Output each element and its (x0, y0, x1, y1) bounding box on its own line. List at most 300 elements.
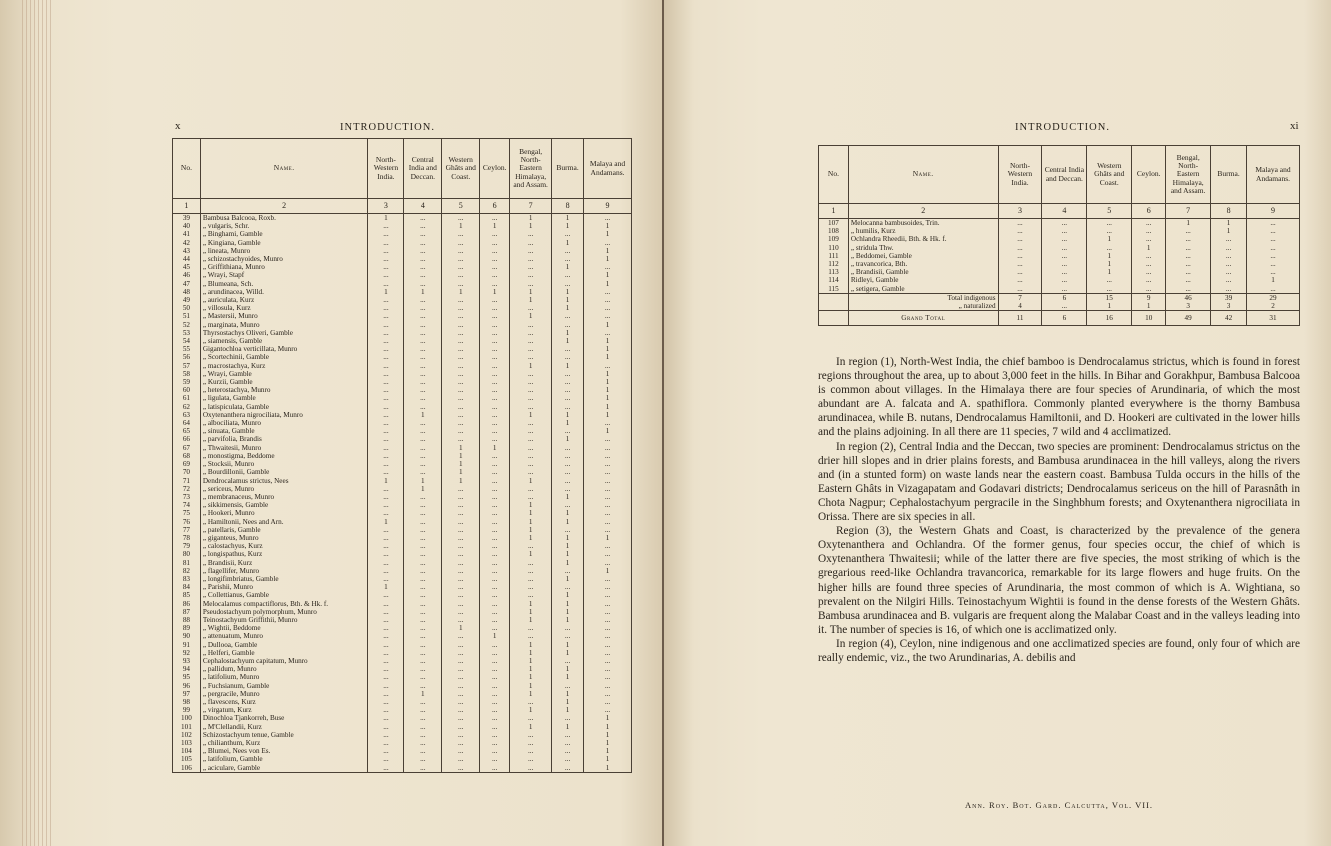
species-name: „ Kingiana, Gamble (200, 239, 368, 247)
cell: 64 (173, 419, 201, 427)
cell: 57 (173, 362, 201, 370)
table-row (173, 600, 632, 608)
cell: ... (1042, 268, 1087, 276)
cell: ... (404, 304, 442, 312)
column-index: 1 (173, 199, 201, 214)
cell: 102 (173, 731, 201, 739)
species-name: „ aciculare, Gamble (200, 764, 368, 773)
cell: ... (584, 673, 632, 681)
cell: ... (442, 386, 480, 394)
cell: 1 (552, 214, 584, 223)
cell: 1 (510, 501, 552, 509)
cell: ... (442, 296, 480, 304)
cell: ... (442, 247, 480, 255)
species-name: „ flagellifer, Munro (200, 567, 368, 575)
table-row (173, 641, 632, 649)
table-row (173, 518, 632, 526)
cell: ... (552, 632, 584, 640)
cell: ... (1166, 227, 1211, 235)
total-label: „ naturalized (848, 302, 998, 311)
cell: ... (510, 714, 552, 722)
cell: ... (404, 526, 442, 534)
cell: 1 (1087, 235, 1132, 243)
species-name: „ setigera, Gamble (848, 285, 998, 294)
cell: 83 (173, 575, 201, 583)
cell: ... (584, 550, 632, 558)
cell: ... (510, 444, 552, 452)
cell: ... (1247, 285, 1300, 294)
cell: ... (368, 255, 404, 263)
column-index: 8 (552, 199, 584, 214)
cell: ... (480, 370, 510, 378)
cell: ... (442, 632, 480, 640)
cell: 46 (173, 271, 201, 279)
cell: 50 (173, 304, 201, 312)
cell: ... (1211, 244, 1247, 252)
cell: 1 (1247, 276, 1300, 284)
table-row (819, 252, 1300, 260)
table-row (173, 239, 632, 247)
species-name: Thyrsostachys Oliveri, Gamble (200, 329, 368, 337)
table-row (819, 268, 1300, 276)
cell: ... (442, 280, 480, 288)
species-name: „ Blumei, Nees von Es. (200, 747, 368, 755)
cell: ... (510, 575, 552, 583)
table-row (173, 288, 632, 296)
cell: ... (368, 427, 404, 435)
cell: ... (404, 518, 442, 526)
cell: ... (404, 353, 442, 361)
cell: ... (368, 764, 404, 773)
species-name: „ membranaceus, Munro (200, 493, 368, 501)
cell: ... (368, 386, 404, 394)
species-name: „ latifolium, Gamble (200, 755, 368, 763)
cell: 66 (173, 435, 201, 443)
cell: ... (584, 665, 632, 673)
cell: 1 (1211, 219, 1247, 228)
grand-total-cell: 11 (998, 311, 1042, 326)
paragraph: In region (2), Central India and the Deccan, two species are prominent: Dendrocalamus strictus on the drier hill slopes and in drier plains forests, and Bambusa arundinacea in the hill valleys, along the rivers and (in a stunted form) on waste lands near the eastern coast. Bambusa Tulda occurs in the hills of the Eastern Ghâts in Vizagapatam and Godavari districts; Dendrocalamus sericeus on the hill of Parasnâth in Chota Nagpur; Cephalostachyum pergracile in the Singhbhum forests; and Oxytenanthera nigrociliata in Orissa. There are six species in all. (818, 440, 1300, 524)
species-name: Melocalamus compactiflorus, Bth. & Hk. f. (200, 600, 368, 608)
cell: ... (442, 485, 480, 493)
cell: ... (404, 657, 442, 665)
cell: ... (1132, 219, 1166, 228)
table-row (173, 567, 632, 575)
grand-total-label: Grand Total (848, 311, 998, 326)
species-name: „ longispathus, Kurz (200, 550, 368, 558)
species-name: „ virgatum, Kurz (200, 706, 368, 714)
cell: ... (510, 493, 552, 501)
cell: 1 (584, 731, 632, 739)
cell: ... (1166, 235, 1211, 243)
cell: ... (368, 296, 404, 304)
cell: ... (368, 632, 404, 640)
cell: ... (368, 714, 404, 722)
cell: ... (552, 247, 584, 255)
cell: ... (552, 477, 584, 485)
cell: ... (1211, 235, 1247, 243)
species-name: „ sericeus, Munro (200, 485, 368, 493)
table-row (173, 559, 632, 567)
species-name: „ Griffithiana, Munro (200, 263, 368, 271)
cell: ... (510, 280, 552, 288)
cell: 76 (173, 518, 201, 526)
cell: ... (368, 624, 404, 632)
cell: ... (480, 468, 510, 476)
cell: ... (368, 550, 404, 558)
cell: 52 (173, 321, 201, 329)
cell: 1 (552, 337, 584, 345)
cell: 1 (442, 624, 480, 632)
cell: ... (480, 747, 510, 755)
cell: ... (404, 714, 442, 722)
cell: 75 (173, 509, 201, 517)
cell: ... (510, 230, 552, 238)
cell: ... (1042, 235, 1087, 243)
cell: ... (480, 542, 510, 550)
cell: ... (1166, 244, 1211, 252)
cell: ... (1247, 244, 1300, 252)
cell: ... (404, 755, 442, 763)
cell: ... (480, 616, 510, 624)
cell: 113 (819, 268, 849, 276)
cell: ... (368, 345, 404, 353)
cell: ... (480, 353, 510, 361)
cell: 1 (510, 600, 552, 608)
cell: ... (404, 230, 442, 238)
cell: ... (510, 747, 552, 755)
table-row (173, 222, 632, 230)
cell: ... (552, 378, 584, 386)
cell: ... (404, 468, 442, 476)
cell: 1 (552, 616, 584, 624)
cell: 1 (584, 230, 632, 238)
cell: ... (1166, 276, 1211, 284)
cell: ... (510, 452, 552, 460)
table-row (173, 673, 632, 681)
species-name: „ pergracile, Munro (200, 690, 368, 698)
cell: 1 (584, 747, 632, 755)
cell: ... (480, 714, 510, 722)
table-row (173, 353, 632, 361)
cell: ... (442, 411, 480, 419)
cell: 63 (173, 411, 201, 419)
cell: ... (480, 600, 510, 608)
cell: ... (404, 673, 442, 681)
cell: ... (510, 419, 552, 427)
column-index: 1 (819, 204, 849, 219)
cell: 1 (552, 698, 584, 706)
cell: ... (510, 435, 552, 443)
cell: ... (442, 214, 480, 223)
cell: ... (404, 493, 442, 501)
cell: ... (480, 550, 510, 558)
cell: ... (368, 353, 404, 361)
left-species-table (172, 138, 632, 773)
cell: ... (584, 641, 632, 649)
table-row (173, 378, 632, 386)
cell: 47 (173, 280, 201, 288)
species-name: „ heterostachya, Munro (200, 386, 368, 394)
cell: ... (584, 690, 632, 698)
cell: ... (552, 271, 584, 279)
cell: ... (368, 649, 404, 657)
species-name: „ chilianthum, Kurz (200, 739, 368, 747)
cell: ... (998, 244, 1042, 252)
table-row (173, 296, 632, 304)
cell: ... (480, 386, 510, 394)
cell: 1 (552, 304, 584, 312)
cell: 111 (819, 252, 849, 260)
column-header: North-Western India. (368, 139, 404, 199)
table-row (173, 362, 632, 370)
cell: ... (1211, 268, 1247, 276)
cell: 49 (173, 296, 201, 304)
cell: 55 (173, 345, 201, 353)
cell: ... (368, 739, 404, 747)
species-name: „ ligulata, Gamble (200, 394, 368, 402)
cell: ... (1247, 252, 1300, 260)
cell: ... (442, 419, 480, 427)
table-row (819, 244, 1300, 252)
cell: 1 (584, 723, 632, 731)
cell: ... (1247, 235, 1300, 243)
cell: 1 (510, 673, 552, 681)
cell: 1 (510, 477, 552, 485)
species-name: „ Blumeana, Sch. (200, 280, 368, 288)
cell: ... (442, 583, 480, 591)
species-name: „ Binghami, Gamble (200, 230, 368, 238)
cell: ... (404, 419, 442, 427)
cell: ... (552, 755, 584, 763)
cell: ... (1087, 244, 1132, 252)
cell: 114 (819, 276, 849, 284)
cell: ... (404, 337, 442, 345)
cell: ... (368, 682, 404, 690)
species-name: „ travancorica, Bth. (848, 260, 998, 268)
cell: 92 (173, 649, 201, 657)
table-row (173, 657, 632, 665)
cell: ... (442, 739, 480, 747)
cell: ... (552, 230, 584, 238)
table-row (173, 764, 632, 773)
table-row (173, 632, 632, 640)
cell: 1 (1132, 244, 1166, 252)
cell: ... (510, 468, 552, 476)
cell: ... (480, 501, 510, 509)
cell: 82 (173, 567, 201, 575)
cell: ... (404, 271, 442, 279)
table-row (819, 235, 1300, 243)
total-cell: 3 (1166, 302, 1211, 311)
table-row (173, 444, 632, 452)
cell: ... (404, 698, 442, 706)
cell: ... (584, 649, 632, 657)
cell: ... (442, 682, 480, 690)
cell: ... (584, 435, 632, 443)
cell: ... (584, 419, 632, 427)
cell: ... (442, 764, 480, 773)
cell: 1 (584, 411, 632, 419)
species-name: „ Parishii, Munro (200, 583, 368, 591)
cell: ... (480, 559, 510, 567)
cell: 1 (584, 567, 632, 575)
cell: ... (1042, 252, 1087, 260)
cell: 1 (584, 755, 632, 763)
cell: ... (998, 285, 1042, 294)
cell: ... (404, 764, 442, 773)
cell: ... (998, 260, 1042, 268)
species-name: „ Helferi, Gamble (200, 649, 368, 657)
species-name: Oxytenanthera nigrociliata, Munro (200, 411, 368, 419)
cell: ... (368, 263, 404, 271)
cell: ... (442, 394, 480, 402)
cell: ... (442, 239, 480, 247)
cell: 1 (584, 764, 632, 773)
column-index: 2 (848, 204, 998, 219)
cell: ... (510, 764, 552, 773)
cell: ... (368, 337, 404, 345)
cell: ... (480, 690, 510, 698)
cell: ... (404, 583, 442, 591)
cell: ... (368, 239, 404, 247)
cell: ... (480, 723, 510, 731)
cell: ... (480, 755, 510, 763)
cell: ... (368, 304, 404, 312)
cell: ... (480, 230, 510, 238)
cell: ... (442, 353, 480, 361)
species-name: „ pallidum, Munro (200, 665, 368, 673)
cell: ... (510, 739, 552, 747)
table-row (819, 285, 1300, 294)
cell: ... (480, 591, 510, 599)
table-row (173, 608, 632, 616)
cell: 1 (552, 518, 584, 526)
cell: ... (442, 403, 480, 411)
column-index: 4 (1042, 204, 1087, 219)
cell: ... (404, 575, 442, 583)
cell: ... (442, 337, 480, 345)
cell: ... (480, 575, 510, 583)
cell: ... (510, 403, 552, 411)
species-name: „ albociliata, Munro (200, 419, 368, 427)
column-header: Central India and Deccan. (404, 139, 442, 199)
species-name: Ridleyi, Gamble (848, 276, 998, 284)
cell: ... (480, 329, 510, 337)
cell: ... (510, 304, 552, 312)
cell: 1 (510, 690, 552, 698)
cell: 1 (510, 550, 552, 558)
table-row (173, 329, 632, 337)
species-name: „ Scortechinii, Gamble (200, 353, 368, 361)
cell: ... (442, 567, 480, 575)
cell: ... (584, 444, 632, 452)
species-name: „ schizostachyoides, Munro (200, 255, 368, 263)
column-header: Ceylon. (1132, 146, 1166, 204)
total-cell: 46 (1166, 293, 1211, 302)
cell: ... (1132, 227, 1166, 235)
cell: 1 (510, 657, 552, 665)
cell: ... (584, 501, 632, 509)
cell: ... (480, 641, 510, 649)
total-cell: 29 (1247, 293, 1300, 302)
cell: 1 (510, 706, 552, 714)
column-index: 6 (480, 199, 510, 214)
cell: ... (998, 235, 1042, 243)
cell: ... (552, 345, 584, 353)
cell: ... (552, 501, 584, 509)
table-row (819, 227, 1300, 235)
cell: 1 (584, 255, 632, 263)
cell: ... (584, 526, 632, 534)
cell: ... (510, 624, 552, 632)
cell: ... (1166, 252, 1211, 260)
cell: ... (510, 485, 552, 493)
species-name: „ stridula Thw. (848, 244, 998, 252)
cell: ... (552, 255, 584, 263)
cell: 1 (552, 296, 584, 304)
cell: ... (442, 263, 480, 271)
cell: 1 (442, 460, 480, 468)
cell: 43 (173, 247, 201, 255)
cell: ... (480, 312, 510, 320)
cell: ... (1211, 252, 1247, 260)
cell: ... (368, 542, 404, 550)
cell: ... (1087, 227, 1132, 235)
cell: ... (368, 690, 404, 698)
total-row (819, 302, 1300, 311)
cell: ... (552, 731, 584, 739)
left-folio: x (175, 120, 181, 132)
cell: ... (404, 608, 442, 616)
cell: 48 (173, 288, 201, 296)
cell: 89 (173, 624, 201, 632)
cell: ... (584, 559, 632, 567)
species-name: „ Kurzii, Gamble (200, 378, 368, 386)
cell: 1 (552, 542, 584, 550)
cell: ... (442, 665, 480, 673)
cell: 1 (368, 288, 404, 296)
cell: ... (584, 600, 632, 608)
column-index: 7 (1166, 204, 1211, 219)
cell: 1 (510, 312, 552, 320)
cell: ... (584, 632, 632, 640)
cell: ... (480, 534, 510, 542)
cell: ... (442, 378, 480, 386)
cell: ... (510, 394, 552, 402)
cell: ... (510, 755, 552, 763)
cell: 1 (442, 222, 480, 230)
species-name: Teinostachyum Griffithii, Munro (200, 616, 368, 624)
cell: 110 (819, 244, 849, 252)
cell: ... (552, 452, 584, 460)
cell: ... (442, 641, 480, 649)
table-row (173, 427, 632, 435)
column-header: Burma. (552, 139, 584, 199)
cell: ... (480, 649, 510, 657)
grand-total-cell (819, 311, 849, 326)
cell: 1 (510, 214, 552, 223)
cell: ... (510, 632, 552, 640)
cell: ... (552, 682, 584, 690)
cell: ... (480, 247, 510, 255)
cell: 1 (510, 534, 552, 542)
cell: 99 (173, 706, 201, 714)
table-row (173, 616, 632, 624)
cell: ... (1211, 285, 1247, 294)
cell: ... (368, 452, 404, 460)
table-row (173, 501, 632, 509)
